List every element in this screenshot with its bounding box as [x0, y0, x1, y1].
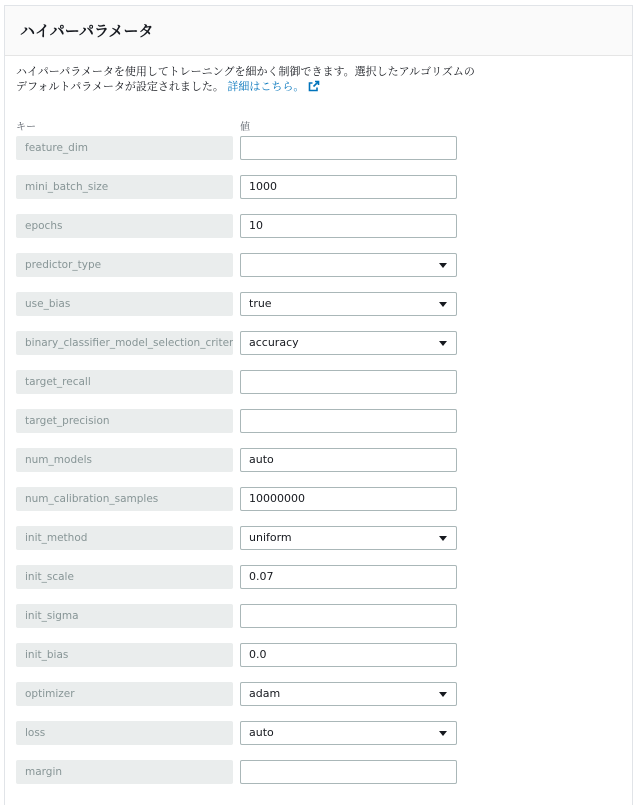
hyperparameter-value: 10000000 — [249, 492, 305, 505]
hyperparameter-value: 0.07 — [249, 570, 274, 583]
learn-more-link[interactable] — [227, 80, 320, 93]
hyperparameter-select[interactable] — [240, 253, 457, 277]
hyperparameter-key: epochs — [16, 214, 233, 238]
hyperparameter-value: auto — [249, 453, 274, 466]
hyperparameter-input[interactable] — [240, 370, 457, 394]
hyperparameter-key: target_precision — [16, 409, 233, 433]
hyperparameter-key: binary_classifier_model_selection_criter — [16, 331, 233, 355]
key-column-header: キー — [16, 122, 36, 133]
panel-title: ハイパーパラメータ — [20, 22, 154, 40]
hyperparameter-value: accuracy — [249, 336, 299, 349]
hyperparameter-select[interactable] — [240, 292, 457, 316]
hyperparameter-key: mini_batch_size — [16, 175, 233, 199]
hyperparameter-value: 1000 — [249, 180, 277, 193]
hyperparameter-input[interactable] — [240, 448, 457, 472]
value-column-header: 値 — [240, 122, 250, 133]
hyperparameter-key: loss — [16, 721, 233, 745]
hyperparameter-input[interactable] — [240, 487, 457, 511]
hyperparameter-key: init_sigma — [16, 604, 233, 628]
hyperparameter-input[interactable] — [240, 604, 457, 628]
caret-down-icon[interactable] — [439, 536, 447, 541]
hyperparameter-key: init_bias — [16, 643, 233, 667]
hyperparameter-input[interactable] — [240, 565, 457, 589]
hyperparameter-input[interactable] — [240, 409, 457, 433]
hyperparameter-key: target_recall — [16, 370, 233, 394]
hyperparameter-value: adam — [249, 687, 281, 700]
hyperparameter-value: true — [249, 297, 272, 310]
hyperparameter-key: margin — [16, 760, 233, 784]
hyperparameter-input[interactable] — [240, 643, 457, 667]
hyperparameter-value: 0.0 — [249, 648, 267, 661]
panel-description — [16, 64, 476, 96]
hyperparameter-select[interactable] — [240, 526, 457, 550]
hyperparameter-value: uniform — [249, 531, 292, 544]
caret-down-icon[interactable] — [439, 731, 447, 736]
hyperparameter-value: auto — [249, 726, 274, 739]
hyperparameter-select[interactable] — [240, 721, 457, 745]
hyperparameter-key: init_method — [16, 526, 233, 550]
hyperparameter-key: feature_dim — [16, 136, 233, 160]
hyperparameter-input[interactable] — [240, 136, 457, 160]
hyperparameter-input[interactable] — [240, 175, 457, 199]
caret-down-icon[interactable] — [439, 692, 447, 697]
hyperparameter-select[interactable] — [240, 682, 457, 706]
caret-down-icon[interactable] — [439, 302, 447, 307]
hyperparameter-value: 10 — [249, 219, 263, 232]
caret-down-icon[interactable] — [439, 263, 447, 268]
external-link-icon[interactable] — [308, 80, 320, 96]
caret-down-icon[interactable] — [439, 341, 447, 346]
hyperparameter-key: predictor_type — [16, 253, 233, 277]
hyperparameter-key: num_calibration_samples — [16, 487, 233, 511]
hyperparameter-key: use_bias — [16, 292, 233, 316]
description-text: ハイパーパラメータを使用してトレーニングを細かく制御できます。選択したアルゴリズムのデフォルトパラメータが設定されました。 — [16, 65, 475, 93]
panel-header — [5, 6, 632, 56]
hyperparameter-input[interactable] — [240, 760, 457, 784]
hyperparameter-key: num_models — [16, 448, 233, 472]
learn-more-link-text[interactable]: 詳細はこちら。 — [227, 80, 305, 93]
hyperparameter-key: optimizer — [16, 682, 233, 706]
hyperparameter-input[interactable] — [240, 214, 457, 238]
hyperparameter-key: init_scale — [16, 565, 233, 589]
hyperparameter-select[interactable] — [240, 331, 457, 355]
